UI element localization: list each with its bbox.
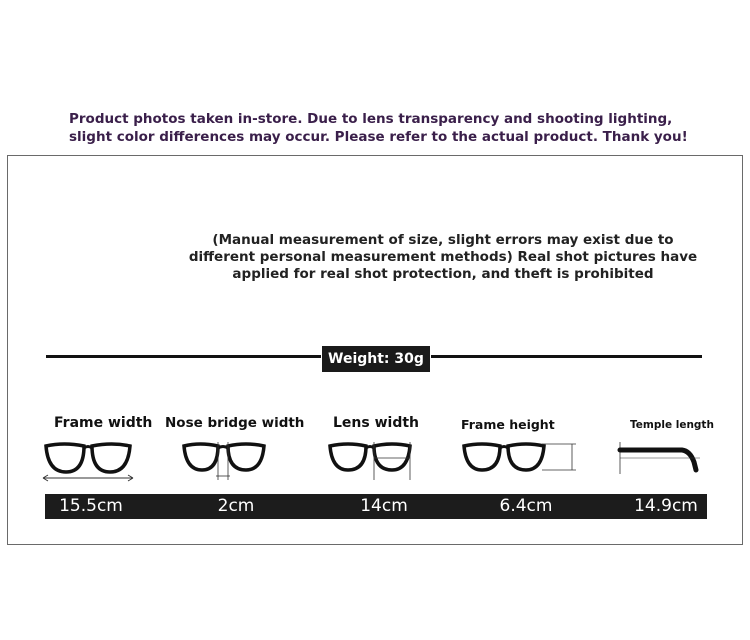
glasses-nose-bridge-icon	[180, 438, 270, 484]
notice-line-1: Product photos taken in-store. Due to lens transparency and shooting lighting,	[69, 111, 673, 127]
value-frame-height: 6.4cm	[499, 496, 553, 516]
value-nose-bridge-width: 2cm	[217, 496, 255, 516]
glasses-lens-width-icon	[326, 438, 416, 484]
label-lens-width: Lens width	[333, 415, 420, 431]
label-frame-width: Frame width	[54, 415, 153, 431]
notice-line-2: slight color differences may occur. Please refer to the actual product. Thank you!	[69, 129, 688, 145]
measurement-panel	[7, 155, 743, 545]
disclaimer-line-2: different personal measurement methods) Real shot pictures have	[188, 249, 698, 265]
disclaimer-line-3: applied for real shot protection, and theft is prohibited	[232, 266, 654, 282]
measurement-disclaimer	[188, 232, 698, 283]
label-nose-bridge-width: Nose bridge width	[165, 415, 305, 431]
glasses-frame-width-icon	[40, 438, 136, 484]
value-lens-width: 14cm	[360, 496, 408, 516]
weight-badge: Weight: 30g	[321, 345, 431, 373]
glasses-frame-height-icon	[458, 438, 588, 484]
store-photo-notice	[69, 110, 709, 146]
label-frame-height: Frame height	[461, 417, 555, 432]
value-frame-width: 15.5cm	[59, 496, 123, 516]
label-temple-length: Temple length	[630, 419, 714, 431]
glasses-temple-length-icon	[616, 438, 704, 484]
value-temple-length: 14.9cm	[634, 496, 698, 516]
measurement-values-bar	[45, 494, 707, 519]
disclaimer-line-1: (Manual measurement of size, slight errors may exist due to	[212, 232, 674, 248]
